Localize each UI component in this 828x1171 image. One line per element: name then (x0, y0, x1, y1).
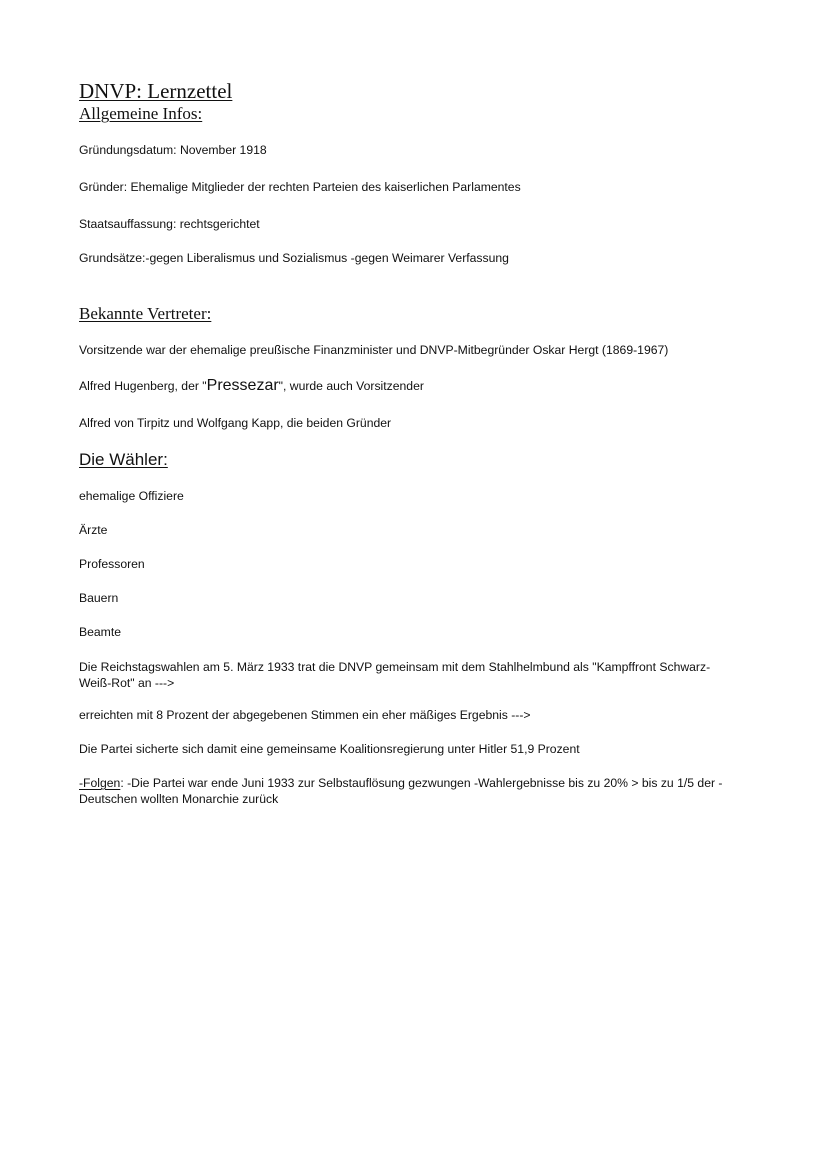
consequences-text: : -Die Partei war ende Juni 1933 zur Selbstauflösung gezwungen -Wahlergebnisse bis zu 20% > bis zu 1/5 der -Deutschen wollten Monarchie zurück (79, 776, 723, 806)
consequences (79, 775, 744, 807)
voter-item: Professoren (79, 557, 145, 571)
consequences-label: -Folgen (79, 776, 121, 790)
representative-hugenberg (79, 378, 749, 394)
coalition: Die Partei sicherte sich damit eine gemeinsame Koalitionsregierung unter Hitler 51,9 Prozent (79, 742, 580, 756)
heading-general-info: Allgemeine Infos: (79, 104, 203, 123)
voter-item: ehemalige Offiziere (79, 489, 184, 503)
election-1933: Die Reichstagswahlen am 5. März 1933 trat die DNVP gemeinsam mit dem Stahlhelmbund als "Kampffront Schwarz-Weiß-Rot" an ---> (79, 660, 711, 690)
voter-item: Beamte (79, 625, 122, 639)
representative-tirpitz-kapp: Alfred von Tirpitz und Wolfgang Kapp, die beiden Gründer (79, 416, 392, 430)
founding-date: Gründungsdatum: November 1918 (79, 143, 267, 157)
hugenberg-text-after: ", wurde auch Vorsitzender (278, 379, 424, 393)
state-view: Staatsauffassung: rechtsgerichtet (79, 217, 260, 231)
voter-item: Ärzte (79, 523, 108, 537)
founders: Gründer: Ehemalige Mitglieder der rechten Parteien des kaiserlichen Parlamentes (79, 180, 521, 194)
heading-representatives: Bekannte Vertreter: (79, 304, 212, 323)
election-result: erreichten mit 8 Prozent der abgegebenen Stimmen ein eher mäßiges Ergebnis ---> (79, 708, 531, 722)
principles: Grundsätze:-gegen Liberalismus und Sozialismus -gegen Weimarer Verfassung (79, 251, 509, 265)
heading-voters: Die Wähler: (79, 450, 168, 469)
hugenberg-text-before: Alfred Hugenberg, der " (79, 379, 207, 393)
representative-hergt: Vorsitzende war der ehemalige preußische Finanzminister und DNVP-Mitbegründer Oskar Hergt (1869-1967) (79, 343, 669, 357)
document-title: DNVP: Lernzettel (79, 79, 233, 103)
pressezar-highlight: Pressezar (206, 377, 279, 394)
voter-item: Bauern (79, 591, 119, 605)
